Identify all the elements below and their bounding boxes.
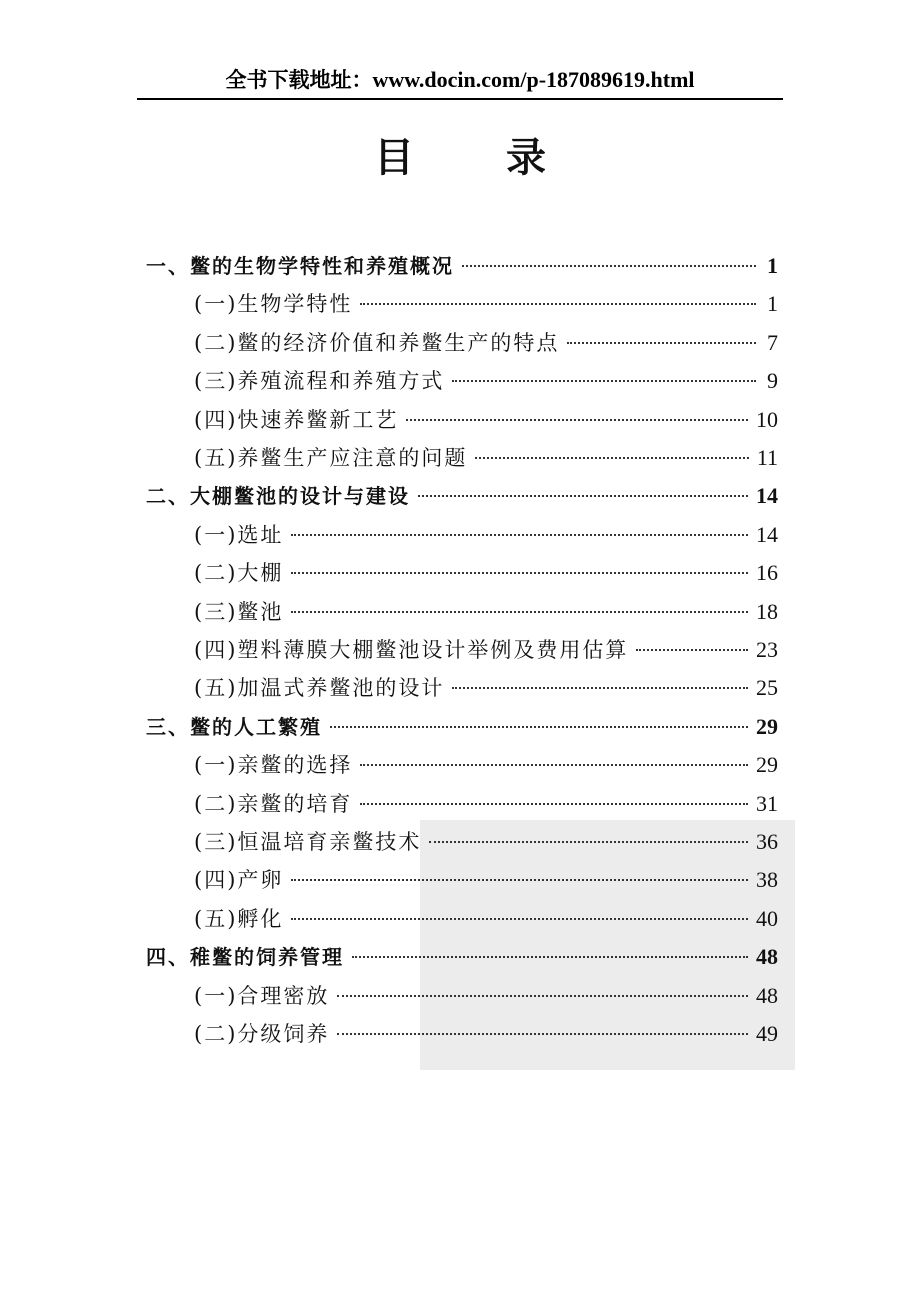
toc-label: (三)养殖流程和养殖方式 bbox=[194, 369, 445, 393]
toc-label: (五)孵化 bbox=[194, 907, 284, 931]
toc-entry[interactable] bbox=[194, 327, 778, 361]
dot-leader bbox=[291, 611, 748, 613]
dot-leader bbox=[418, 495, 748, 497]
toc-label: (四)产卵 bbox=[194, 868, 284, 892]
download-header bbox=[0, 64, 920, 94]
toc-label: 三、鳖的人工繁殖 bbox=[146, 715, 322, 739]
toc-label: (二)大棚 bbox=[194, 561, 284, 585]
dot-leader bbox=[636, 649, 748, 651]
toc-entry[interactable] bbox=[146, 480, 778, 514]
toc-label: (一)生物学特性 bbox=[194, 292, 353, 316]
dot-leader bbox=[337, 1033, 748, 1035]
toc-entry[interactable] bbox=[194, 672, 778, 706]
download-label: 全书下载地址： bbox=[225, 68, 373, 92]
dot-leader bbox=[291, 534, 748, 536]
toc-page: 48 bbox=[756, 983, 778, 1008]
toc-entry[interactable] bbox=[194, 634, 778, 668]
toc-entry[interactable] bbox=[194, 903, 778, 937]
dot-leader bbox=[567, 342, 756, 344]
toc-page: 36 bbox=[756, 829, 778, 854]
dot-leader bbox=[337, 995, 748, 997]
toc-entry[interactable] bbox=[146, 941, 778, 975]
toc-entry[interactable] bbox=[194, 826, 778, 860]
toc-label: (四)塑料薄膜大棚鳖池设计举例及费用估算 bbox=[194, 638, 629, 662]
dot-leader bbox=[406, 419, 748, 421]
toc-label: (一)亲鳖的选择 bbox=[194, 753, 353, 777]
dot-leader bbox=[291, 572, 748, 574]
toc-page: 1 bbox=[767, 253, 778, 278]
toc-label: 四、稚鳖的饲养管理 bbox=[146, 945, 344, 969]
toc-entry[interactable] bbox=[146, 711, 778, 745]
toc-entry[interactable] bbox=[194, 864, 778, 898]
toc-page: 29 bbox=[756, 752, 778, 777]
toc-label: (二)鳖的经济价值和养鳖生产的特点 bbox=[194, 331, 560, 355]
toc-page: 40 bbox=[756, 906, 778, 931]
dot-leader bbox=[462, 265, 756, 267]
toc-label: (五)养鳖生产应注意的问题 bbox=[194, 446, 468, 470]
toc-label: 二、大棚鳖池的设计与建设 bbox=[146, 484, 410, 508]
toc-page: 7 bbox=[767, 330, 778, 355]
toc-page: 38 bbox=[756, 867, 778, 892]
toc-entry[interactable] bbox=[194, 404, 778, 438]
toc-page: 1 bbox=[767, 291, 778, 316]
header-divider bbox=[137, 98, 783, 100]
toc-entry[interactable] bbox=[194, 1018, 778, 1052]
toc-page: 11 bbox=[756, 445, 778, 470]
toc-label: (五)加温式养鳖池的设计 bbox=[194, 676, 445, 700]
toc-page: 29 bbox=[756, 714, 778, 739]
toc-page: 14 bbox=[756, 522, 778, 547]
dot-leader bbox=[360, 803, 748, 805]
toc-entry[interactable] bbox=[194, 365, 778, 399]
page-title: 目录 bbox=[374, 135, 638, 181]
toc-page: 18 bbox=[756, 599, 778, 624]
dot-leader bbox=[360, 764, 748, 766]
dot-leader bbox=[452, 687, 748, 689]
toc-label: (一)合理密放 bbox=[194, 984, 330, 1008]
toc-label: (四)快速养鳖新工艺 bbox=[194, 408, 399, 432]
dot-leader bbox=[291, 879, 748, 881]
toc-entry[interactable] bbox=[146, 250, 778, 284]
download-url[interactable]: www.docin.com/p-187089619.html bbox=[372, 67, 695, 92]
toc-page: 14 bbox=[756, 483, 778, 508]
toc-label: 一、鳖的生物学特性和养殖概况 bbox=[146, 254, 454, 278]
toc-entry[interactable] bbox=[194, 442, 778, 476]
toc-page: 31 bbox=[756, 791, 778, 816]
toc-entry[interactable] bbox=[194, 980, 778, 1014]
dot-leader bbox=[429, 841, 748, 843]
toc-label: (三)鳖池 bbox=[194, 600, 284, 624]
toc-entry[interactable] bbox=[194, 557, 778, 591]
toc-entry[interactable] bbox=[194, 788, 778, 822]
dot-leader bbox=[352, 956, 748, 958]
toc-label: (三)恒温培育亲鳖技术 bbox=[194, 830, 422, 854]
toc-entry[interactable] bbox=[194, 288, 778, 322]
toc-label: (二)亲鳖的培育 bbox=[194, 792, 353, 816]
dot-leader bbox=[360, 303, 756, 305]
dot-leader bbox=[452, 380, 756, 382]
dot-leader bbox=[475, 457, 748, 459]
dot-leader bbox=[330, 726, 748, 728]
toc-entry[interactable] bbox=[194, 596, 778, 630]
toc-entry[interactable] bbox=[194, 749, 778, 783]
toc-label: (一)选址 bbox=[194, 523, 284, 547]
toc-page: 9 bbox=[767, 368, 778, 393]
toc-entry[interactable] bbox=[194, 519, 778, 553]
dot-leader bbox=[291, 918, 748, 920]
toc-page: 23 bbox=[756, 637, 778, 662]
toc-page: 48 bbox=[756, 944, 778, 969]
toc-page: 49 bbox=[756, 1021, 778, 1046]
toc-label: (二)分级饲养 bbox=[194, 1022, 330, 1046]
toc-page: 16 bbox=[756, 560, 778, 585]
toc-page: 10 bbox=[756, 407, 778, 432]
toc-page: 25 bbox=[756, 675, 778, 700]
